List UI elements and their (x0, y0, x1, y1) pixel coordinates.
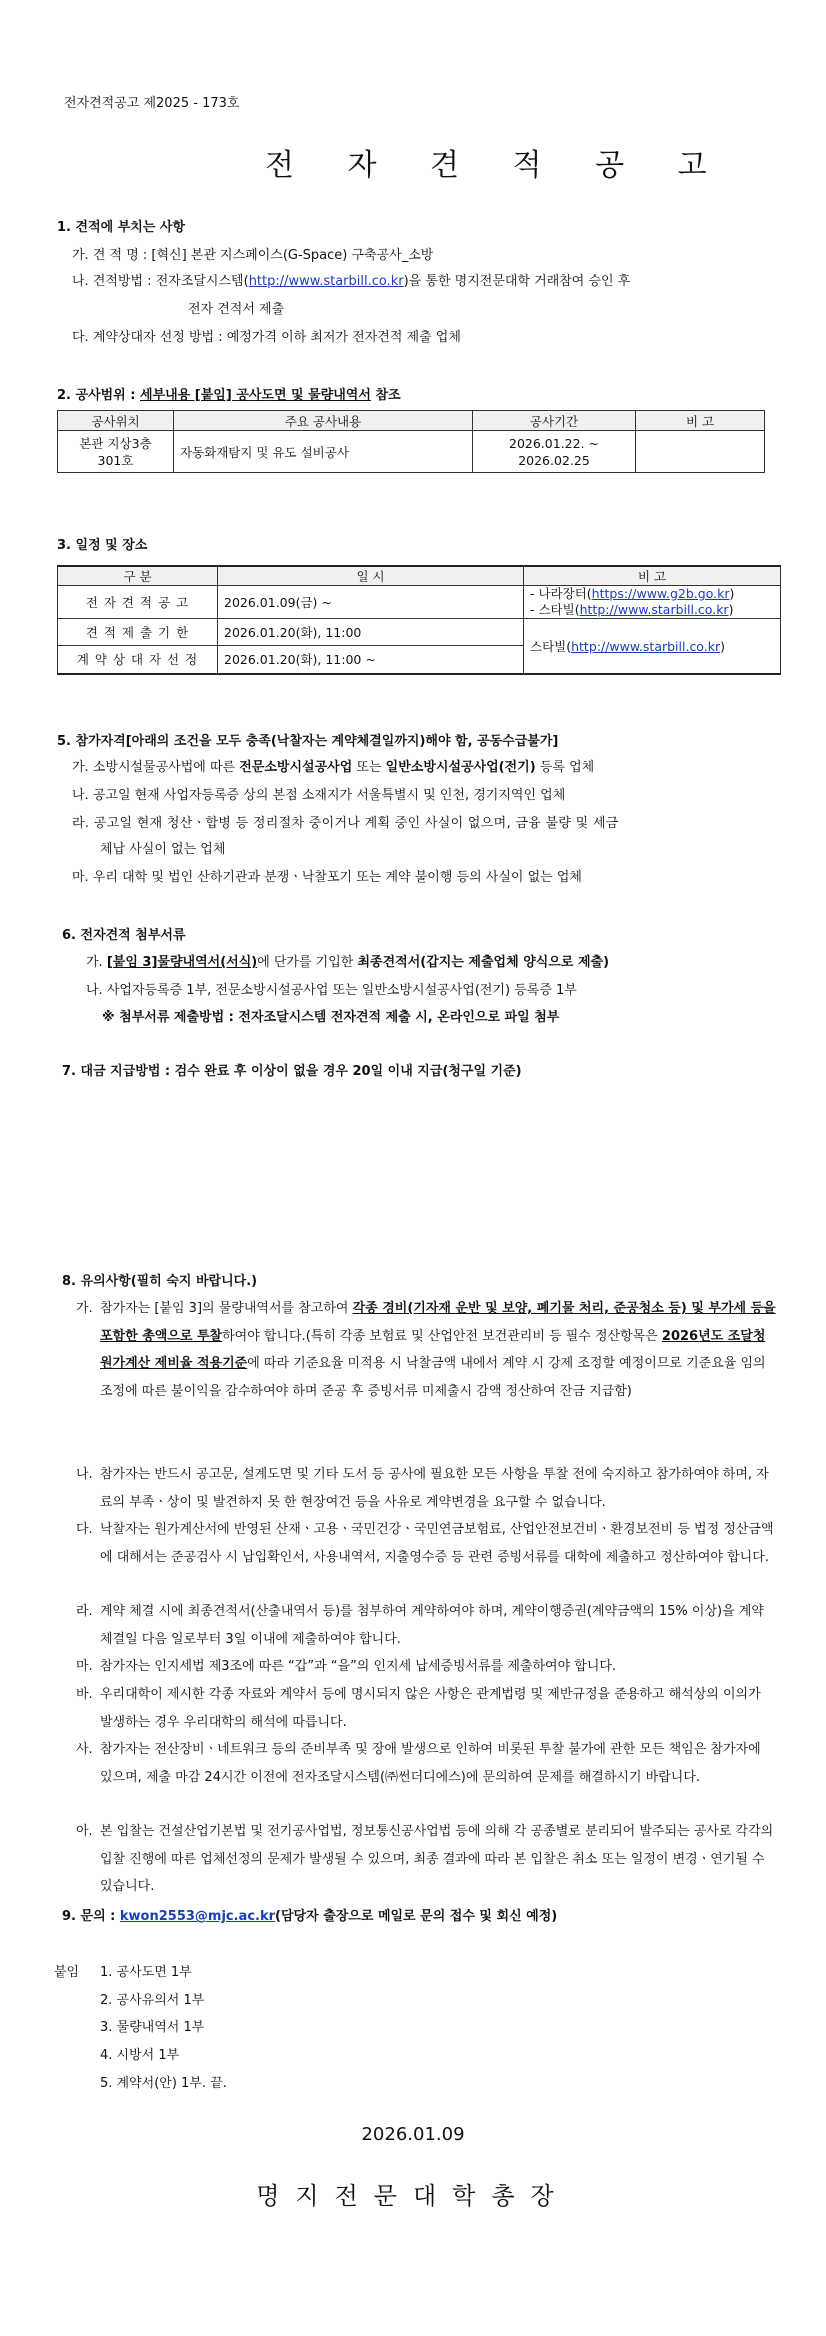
work-period (473, 431, 636, 473)
table-row (58, 619, 781, 646)
s8-e-label: 마. (76, 1659, 93, 1674)
s1-item-c: 다. 계약상대자 선정 방법 : 예정가격 이하 최저가 전자견적 제출 업체 (72, 330, 461, 345)
schedule-header-note: 비 고 (524, 566, 781, 586)
s3-heading: 3. 일정 및 장소 (57, 538, 148, 553)
list-item: 1. 공사도면 1부 (100, 1965, 192, 1980)
work-period-end: 2026.02.25 (518, 452, 590, 468)
s1-heading: 1. 견적에 부치는 사항 (57, 220, 186, 235)
s8-item-a (100, 1295, 776, 1405)
s8-a-label: 가. (76, 1301, 93, 1316)
s1-b-text2: )을 통한 명지전문대학 거래참여 승인 후 (403, 274, 631, 289)
s6-a-bold: 최종견적서(갑지는 제출업체 양식으로 제출) (357, 955, 610, 970)
s6-heading: 6. 전자견적 첨부서류 (62, 928, 186, 943)
s5-item-d: 마. 우리 대학 및 법인 산하기관과 분쟁ㆍ낙찰포기 또는 계약 불이행 등의 사실이 없는 업체 (72, 870, 582, 885)
s5-heading: 5. 참가자격[아래의 조건을 모두 충족(낙찰자는 계약체결일까지)해야 함, 공동수급불가] (57, 734, 559, 749)
s1-b-label: 나. 견적방법 : (72, 274, 156, 289)
schedule-note (524, 586, 781, 619)
contact-email-link[interactable]: kwon2553@mjc.ac.kr (119, 1909, 276, 1924)
starbill-prefix: - 스타빌( (530, 602, 580, 617)
schedule-date: 2026.01.20(화), 11:00 ~ (218, 646, 524, 674)
starbill-suffix: ) (728, 602, 734, 617)
s8-item-d: 계약 체결 시에 최종견적서(산출내역서 등)를 첨부하여 계약하여야 하며, 계약이행증권(계약금액의 15% 이상)을 계약체결일 다음 일로부터 3일 이내에 제출하여야 합니다. (100, 1604, 764, 1647)
s6-a-pre: 가. (86, 955, 107, 970)
schedule-label: 계 약 상 대 자 선 정 (58, 646, 218, 674)
work-content: 자동화재탐지 및 유도 설비공사 (174, 431, 473, 473)
s8-item-e: 참가자는 인지세법 제3조에 따른 “갑”과 “을”의 인지세 납세증빙서류를 제출하여야 합니다. (100, 1659, 617, 1674)
work-header-content: 주요 공사내용 (174, 411, 473, 431)
g2b-prefix: - 나라장터( (530, 586, 592, 601)
s1-b-text1: 전자조달시스템( (155, 274, 249, 289)
table-row (58, 586, 781, 619)
s2-heading (57, 388, 401, 404)
starbill-link[interactable]: http://www.starbill.co.kr (248, 274, 404, 289)
list-item: 2. 공사유의서 1부 (100, 1993, 205, 2008)
s8-a-underlined2: 2026년도 조달청 원가계산 제비율 적용기준 (100, 1328, 766, 1371)
schedule-label: 견 적 제 출 기 한 (58, 619, 218, 646)
s8-item-c: 낙찰자는 원가계산서에 반영된 산재ㆍ고용ㆍ국민건강ㆍ국민연금보험료, 산업안전보건비ㆍ환경보전비 등 법정 정산금액에 대해서는 준공검사 시 납입확인서, 사용내역서, 지출영수증 등 관련 증빙서류를 대학에 제출하고 정산하여야 합니다. (100, 1522, 774, 1565)
schedule-table (57, 565, 781, 675)
s8-heading: 8. 유의사항(필히 숙지 바랍니다.) (62, 1274, 258, 1289)
work-period-start: 2026.01.22. ~ (509, 435, 599, 451)
work-header-note: 비 고 (636, 411, 765, 431)
s5-a-post: 등록 업체 (535, 760, 595, 775)
s9-suffix: (담당자 출장으로 메일로 문의 접수 및 회신 예정) (275, 1909, 558, 1924)
s5-item-a (72, 760, 594, 776)
s9-contact (62, 1909, 557, 1925)
s8-a-text1: 참가자는 [붙임 3]의 물량내역서를 참고하여 (100, 1301, 353, 1316)
s5-item-c-line2: 체납 사실이 없는 업체 (100, 842, 226, 857)
s8-h-label: 아. (76, 1824, 93, 1839)
s9-prefix: 9. 문의 : (62, 1909, 120, 1924)
work-header-location: 공사위치 (58, 411, 174, 431)
schedule-header-datetime: 일 시 (218, 566, 524, 586)
list-item: 4. 시방서 1부 (100, 2048, 180, 2063)
s6-item-b: 나. 사업자등록증 1부, 전문소방시설공사업 또는 일반소방시설공사업(전기) 등록증 1부 (86, 983, 577, 998)
starbill-link-3[interactable]: http://www.starbill.co.kr (571, 638, 721, 654)
g2b-suffix: ) (729, 586, 735, 601)
s6-note: ※ 첨부서류 제출방법 : 전자조달시스템 전자견적 제출 시, 온라인으로 파일 첨부 (102, 1010, 560, 1025)
schedule-header-type: 구 분 (58, 566, 218, 586)
s8-b-label: 나. (76, 1467, 93, 1482)
work-location-line1: 본관 지상3층 (79, 435, 152, 451)
work-location-line2: 301호 (97, 452, 134, 468)
s1-a-label: 가. 견 적 명 : (72, 248, 152, 263)
s2-heading-suffix: 참조 (370, 388, 401, 403)
schedule-date: 2026.01.20(화), 11:00 (218, 619, 524, 646)
issuer-name: 명지전문대학총장 (256, 2182, 570, 2210)
doc-number: 전자견적공고 제2025 - 173호 (64, 96, 240, 111)
s8-item-h: 본 입찰는 건설산업기본법 및 전기공사업법, 정보통신공사업법 등에 의해 각 공종별로 분리되어 발주되는 공사로 각각의 입찰 진행에 따른 업체선정의 문제가 발생될 수 있으며, 최종 결과에 따라 본 입찰은 취소 또는 일정이 변경ㆍ연기될 수 있습니다. (100, 1824, 774, 1894)
work-table (57, 410, 765, 473)
schedule-label: 전 자 견 적 공 고 (58, 586, 218, 619)
issue-date: 2026.01.09 (361, 2124, 465, 2145)
s1-item-b (72, 274, 630, 290)
page-title: 전 자 견 적 공 고 (265, 148, 729, 183)
s8-item-g: 참가자는 전산장비ㆍ네트워크 등의 준비부족 및 장애 발생으로 인하여 비롯된 투찰 불가에 관한 모든 책임은 참가자에 있으며, 제출 마감 24시간 이전에 전자조달시스템(㈜썬더디에스)에 문의하여 문제를 해결하시기 바랍니다. (100, 1742, 761, 1785)
s8-g-label: 사. (76, 1742, 93, 1757)
s5-a-bold2: 일반소방시설공사업(전기) (385, 760, 536, 775)
s2-heading-prefix: 2. 공사범위 : (57, 388, 140, 403)
s6-item-a (86, 955, 609, 971)
s6-a-mid: 에 단가를 기입한 (257, 955, 358, 970)
s5-a-bold1: 전문소방시설공사업 (239, 760, 353, 775)
s5-item-b: 나. 공고일 현재 사업자등록증 상의 본점 소재지가 서울특별시 및 인천, 경기지역인 업체 (72, 788, 566, 803)
attach-label: 붙임 (54, 1965, 80, 1980)
starbill-prefix-3: 스타빌( (530, 638, 572, 654)
s8-c-label: 다. (76, 1522, 93, 1537)
schedule-note-merged (524, 619, 781, 674)
s1-item-a (72, 248, 433, 264)
starbill-suffix-3: ) (720, 638, 725, 654)
s8-a-text3: 에 따라 기준요율 미적용 시 낙찰금액 내에서 계약 시 강제 조정할 예정이므로 기준요율 임의조정에 따른 불이익을 감수하여야 하며 준공 후 증빙서류 미제출시 감액 정산하여 잔금 지급함) (100, 1356, 766, 1399)
list-item: 3. 물량내역서 1부 (100, 2020, 205, 2035)
g2b-link[interactable]: https://www.g2b.go.kr (591, 586, 730, 601)
table-row (58, 431, 765, 473)
s1-b-text3: 전자 견적서 제출 (188, 302, 285, 317)
work-header-period: 공사기간 (473, 411, 636, 431)
s5-a-pre: 가. 소방시설물공사법에 따른 (72, 760, 240, 775)
list-item: 5. 계약서(안) 1부. 끝. (100, 2076, 227, 2091)
schedule-date: 2026.01.09(금) ~ (218, 586, 524, 619)
s8-a-text2: 하여야 합니다.(특히 각종 보험료 및 산업안전 보건관리비 등 필수 정산항목은 (222, 1328, 662, 1344)
s8-f-label: 바. (76, 1687, 93, 1702)
starbill-link-2[interactable]: http://www.starbill.co.kr (579, 602, 729, 617)
s6-a-underlined: [붙임 3]물량내역서(서식) (106, 955, 258, 970)
s8-d-label: 라. (76, 1604, 93, 1619)
s8-a-underlined1: 각종 경비(기자재 운반 및 보양, 폐기물 처리, 준공청소 등) 및 부가세 등을 포함한 총액으로 투찰 (100, 1301, 776, 1344)
s2-heading-underlined: 세부내용 [붙임] 공사도면 및 물량내역서 (140, 388, 371, 403)
s8-item-b: 참가자는 반드시 공고문, 설계도면 및 기타 도서 등 공사에 필요한 모든 사항을 투찰 전에 숙지하고 참가하여야 하며, 자료의 부족ㆍ상이 및 발견하지 못 한 현장여건 등을 사유로 계약변경을 요구할 수 없습니다. (100, 1467, 769, 1510)
work-note (636, 431, 765, 473)
s5-a-mid: 또는 (352, 760, 386, 775)
s8-item-f: 우리대학이 제시한 각종 자료와 계약서 등에 명시되지 않은 사항은 관계법령 및 제반규정을 준용하고 해석상의 이의가 발생하는 경우 우리대학의 해석에 따릅니다. (100, 1687, 761, 1730)
s1-a-value: [혁신] 본관 지스페이스(G-Space) 구축공사_소방 (151, 248, 434, 263)
s5-item-c-line1: 라. 공고일 현재 청산ㆍ합병 등 정리절차 중이거나 계획 중인 사실이 없으며, 금융 불량 및 세금 (72, 816, 619, 831)
work-location (58, 431, 174, 473)
s7-heading: 7. 대금 지급방법 : 검수 완료 후 이상이 없을 경우 20일 이내 지급(청구일 기준) (62, 1064, 522, 1079)
